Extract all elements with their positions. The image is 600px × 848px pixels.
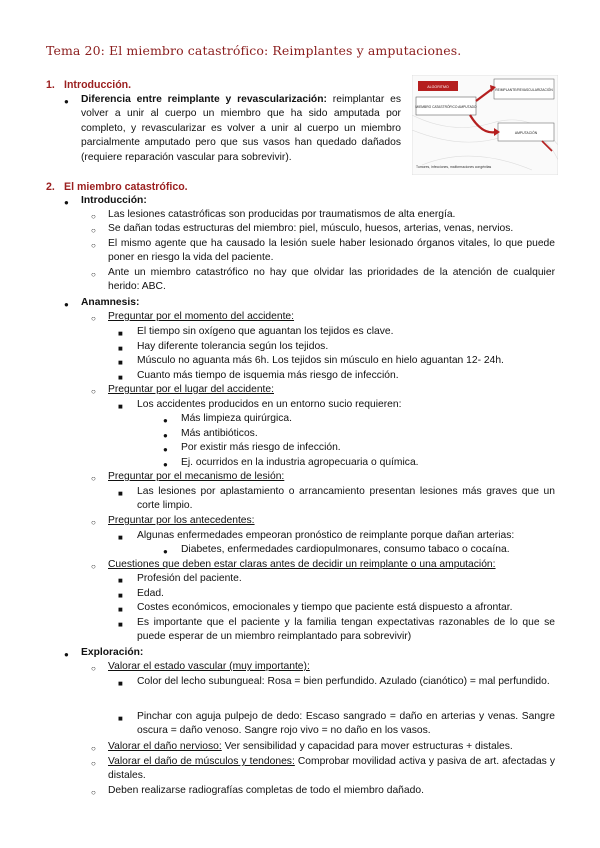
- section-1-number: 1.: [46, 79, 55, 91]
- cuestiones-label: Cuestiones que deben estar claras antes de decidir un reimplante o una amputación:: [108, 559, 496, 570]
- circle-bullet-icon: ○: [91, 518, 96, 527]
- bullet-dot-icon: ●: [64, 97, 69, 106]
- mecanismo-label: Preguntar por el mecanismo de lesión:: [108, 471, 285, 482]
- nervioso-row: [108, 740, 513, 754]
- circle-bullet-icon: ○: [91, 562, 96, 571]
- square-bullet-icon: ■: [118, 605, 123, 614]
- bullet-dot-icon: ●: [163, 460, 168, 469]
- bullet-dot-icon: ●: [163, 416, 168, 425]
- musculos-label: Valorar el daño de músculos y tendones:: [108, 756, 295, 767]
- momento-item-1: El tiempo sin oxígeno que aguantan los tejidos es clave.: [137, 326, 394, 337]
- circle-bullet-icon: ○: [91, 241, 96, 250]
- circle-bullet-icon: ○: [91, 212, 96, 221]
- square-bullet-icon: ■: [118, 402, 123, 411]
- bullet-dot-icon: ●: [163, 431, 168, 440]
- vascular-item-1: Color del lecho subungueal: Rosa = bien perfundido. Azulado (cianótico) = mal perfundido.: [137, 676, 550, 687]
- circle-bullet-icon: ○: [91, 744, 96, 753]
- section-2-title: El miembro catastrófico.: [64, 181, 188, 193]
- intro-label: Introducción:: [81, 195, 147, 206]
- bullet-dot-icon: ●: [64, 198, 69, 207]
- square-bullet-icon: ■: [118, 576, 123, 585]
- exploracion-label: Exploración:: [81, 647, 144, 658]
- vascular-item-2: Pinchar con aguja pulpejo de dedo: Escaso sangrado = daño en arterias y venas. Sangre oscura = daño venoso. Sangre rojo vivo = no daño en los vasos.: [137, 711, 555, 737]
- intro-item-4: Ante un miembro catastrófico no hay que olvidar las prioridades de la atención de cualquier herido: ABC.: [108, 267, 555, 293]
- circle-bullet-icon: ○: [91, 474, 96, 483]
- cuestiones-item-3: Costes económicos, emocionales y tiempo que paciente está dispuesto a afrontar.: [137, 602, 513, 613]
- square-bullet-icon: ■: [118, 591, 123, 600]
- definition-text: reimplantar es volver a unir al cuerpo un miembro que ha sido amputada por completo, y revascularizar es volver a unir al cuerpo un miembro parcialmente amputado pero que sus vasos han quedado dañados (requiere reparación vascular para sobrevivir).: [81, 94, 401, 163]
- section-2-heading: [46, 180, 188, 194]
- momento-item-3: Músculo no aguanta más 6h. Los tejidos sin músculo en hielo aguantan 12- 24h.: [137, 355, 504, 366]
- bullet-dot-icon: ●: [163, 445, 168, 454]
- lugar-sub-1: Más limpieza quirúrgica.: [181, 413, 293, 424]
- musculos-row: [108, 755, 555, 784]
- square-bullet-icon: ■: [118, 344, 123, 353]
- algorithm-caption: Tumores, infecciones, malformaciones congénitas: [416, 165, 492, 169]
- algorithm-bottom-label: AMPUTACIÓN: [514, 131, 538, 135]
- lugar-label: Preguntar por el lugar del accidente:: [108, 384, 274, 395]
- lugar-sub-4: Ej. ocurridos en la industria agropecuaria o química.: [181, 457, 419, 468]
- section-1-heading: [46, 78, 131, 92]
- bullet-dot-icon: ●: [163, 547, 168, 556]
- section-1-title: Introducción.: [64, 79, 132, 91]
- cuestiones-item-4: Es importante que el paciente y la familia tengan expectativas razonables de lo que se puede esperar de un miembro reimplantado para sobrevivir): [137, 617, 555, 643]
- square-bullet-icon: ■: [118, 533, 123, 542]
- square-bullet-icon: ■: [118, 358, 123, 367]
- bullet-dot-icon: ●: [64, 650, 69, 659]
- intro-item-1: Las lesiones catastróficas son producidas por traumatismos de alta energía.: [108, 209, 456, 220]
- antecedentes-item: Algunas enfermedades empeoran pronóstico de reimplante porque dañan arterias:: [137, 530, 515, 541]
- anamnesis-label: Anamnesis:: [81, 297, 140, 308]
- musculos-text: Comprobar movilidad activa y pasiva de art. afectadas y distales.: [108, 756, 555, 782]
- circle-bullet-icon: ○: [91, 387, 96, 396]
- section-2-number: 2.: [46, 181, 55, 193]
- mecanismo-item: Las lesiones por aplastamiento o arrancamiento presentan lesiones más graves que un corte limpio.: [137, 486, 555, 512]
- circle-bullet-icon: ○: [91, 314, 96, 323]
- page-title: Tema 20: El miembro catastrófico: Reimplantes y amputaciones.: [46, 43, 462, 58]
- lugar-sub-2: Más antibióticos.: [181, 428, 258, 439]
- circle-bullet-icon: ○: [91, 226, 96, 235]
- circle-bullet-icon: ○: [91, 788, 96, 797]
- radiografias-item: Deben realizarse radiografías completas de todo el miembro dañado.: [108, 785, 424, 796]
- circle-bullet-icon: ○: [91, 759, 96, 768]
- square-bullet-icon: ■: [118, 489, 123, 498]
- algorithm-red-label: ALGORITMO: [427, 85, 449, 89]
- nervioso-label: Valorar el daño nervioso:: [108, 741, 222, 752]
- section-1-paragraph: [81, 93, 401, 165]
- vascular-label: Valorar el estado vascular (muy importante):: [108, 661, 310, 672]
- square-bullet-icon: ■: [118, 373, 123, 382]
- cuestiones-item-2: Edad.: [137, 588, 164, 599]
- circle-bullet-icon: ○: [91, 270, 96, 279]
- algorithm-center-label: MIEMBRO CATASTRÓFICO AMPUTADO: [415, 105, 477, 109]
- lugar-sub-3: Por existir más riesgo de infección.: [181, 442, 341, 453]
- definition-label: Diferencia entre reimplante y revascularización:: [81, 94, 327, 105]
- algorithm-top-label: REIMPLANTE/REVASCULARIZACIÓN: [495, 88, 553, 92]
- intro-item-3: El mismo agente que ha causado la lesión suele haber lesionado órganos vitales, lo que puede poner en riesgo la vida del paciente.: [108, 238, 555, 264]
- square-bullet-icon: ■: [118, 714, 123, 723]
- square-bullet-icon: ■: [118, 620, 123, 629]
- antecedentes-sub: Diabetes, enfermedades cardiopulmonares, consumo tabaco o cocaína.: [181, 544, 510, 555]
- circle-bullet-icon: ○: [91, 664, 96, 673]
- bullet-dot-icon: ●: [64, 300, 69, 309]
- momento-label: Preguntar por el momento del accidente:: [108, 311, 295, 322]
- momento-item-2: Hay diferente tolerancia según los tejidos.: [137, 341, 329, 352]
- intro-item-2: Se dañan todas estructuras del miembro: piel, músculo, huesos, arterias, venas, nervios.: [108, 223, 514, 234]
- square-bullet-icon: ■: [118, 679, 123, 688]
- momento-item-4: Cuanto más tiempo de isquemia más riesgo de infección.: [137, 370, 399, 381]
- algorithm-figure: [412, 75, 558, 175]
- cuestiones-item-1: Profesión del paciente.: [137, 573, 242, 584]
- lugar-item: Los accidentes producidos en un entorno sucio requieren:: [137, 399, 402, 410]
- square-bullet-icon: ■: [118, 329, 123, 338]
- antecedentes-label: Preguntar por los antecedentes:: [108, 515, 255, 526]
- nervioso-text: Ver sensibilidad y capacidad para mover estructuras + distales.: [221, 741, 513, 752]
